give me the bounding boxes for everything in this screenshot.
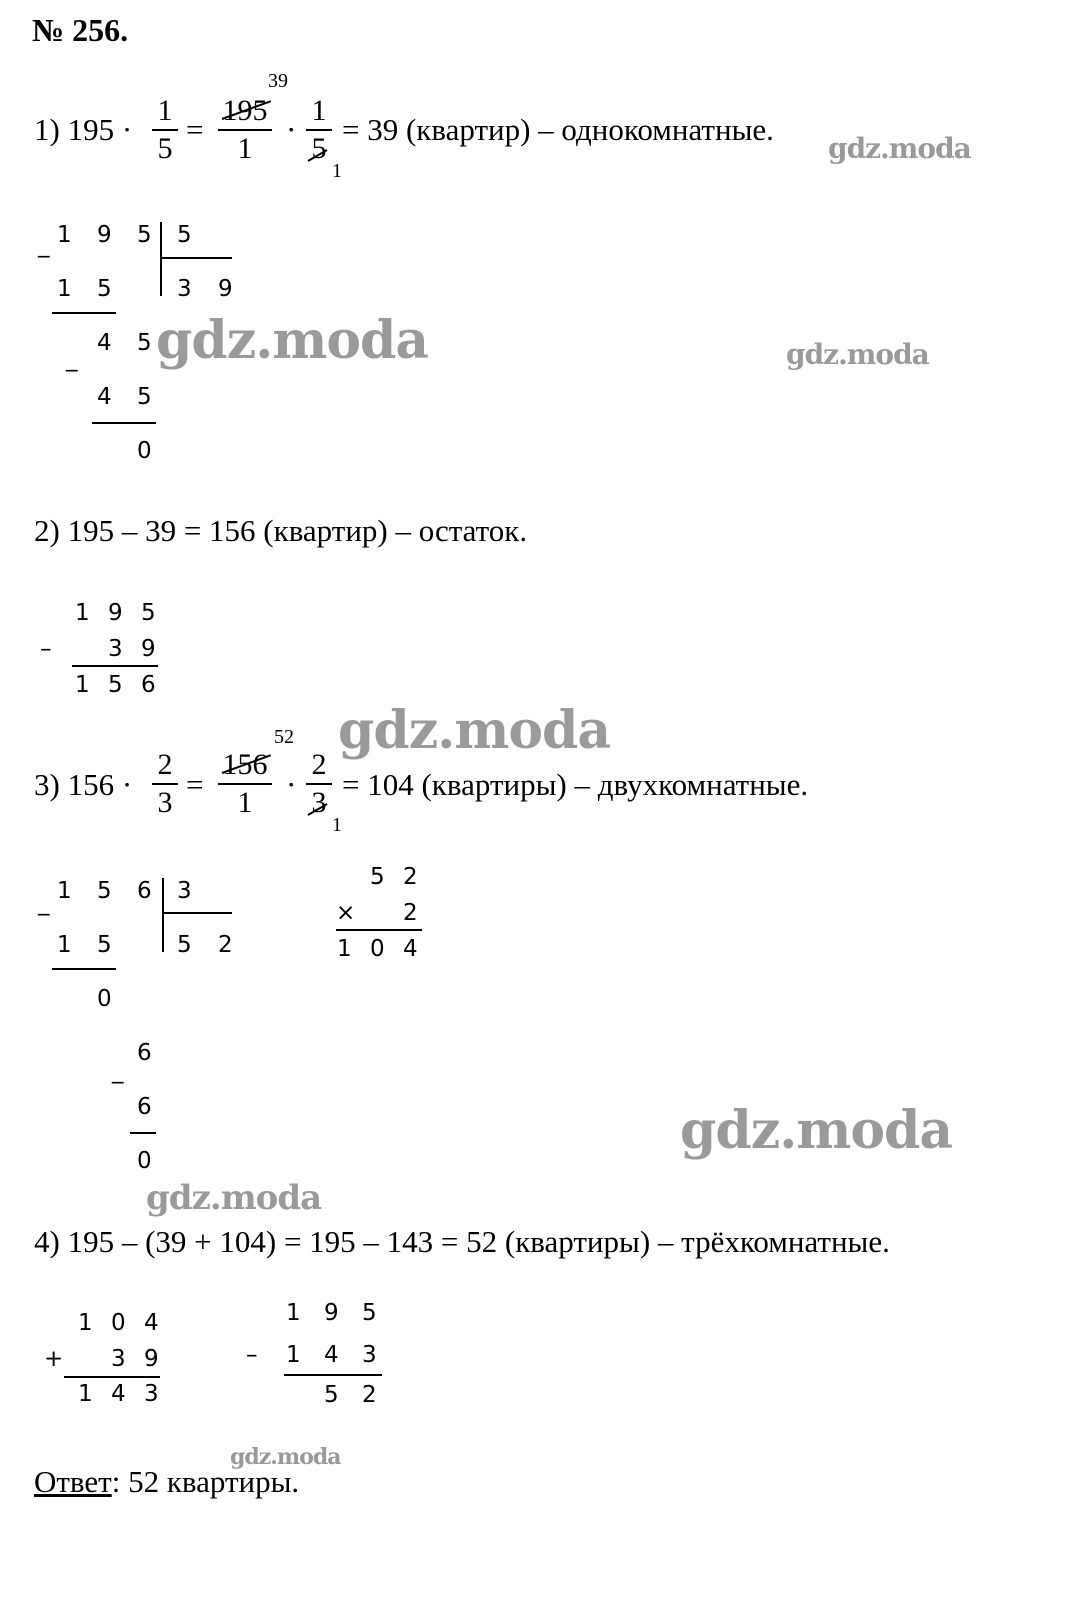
reduced-value: 1	[332, 160, 342, 182]
step1-prefix: 1) 195 ·	[34, 112, 133, 147]
step3-fraction-2: 156 1	[218, 750, 272, 818]
reduced-value: 52	[274, 726, 294, 748]
answer-label: Ответ	[34, 1464, 112, 1499]
step2-text: 2) 195 – 39 = 156 (квартир) – остаток.	[34, 513, 528, 548]
step3-prefix: 3) 156 ·	[34, 767, 133, 802]
step1-fraction-2: 195 1	[218, 96, 272, 164]
step3-fraction-1: 2 3	[152, 750, 178, 818]
watermark: gdz.moda	[680, 1100, 953, 1161]
step3-result: = 104 (квартиры) – двухкомнатные.	[342, 767, 809, 802]
equals-sign: =	[186, 767, 204, 802]
watermark: gdz.moda	[146, 1178, 322, 1218]
step3-fraction-3: 2 3	[306, 750, 332, 818]
answer-text: : 52 квартиры.	[111, 1464, 300, 1499]
watermark: gdz.moda	[230, 1444, 341, 1470]
watermark: gdz.moda	[786, 338, 929, 371]
watermark: gdz.moda	[338, 700, 611, 761]
step1-fraction-1: 1 5	[152, 96, 178, 164]
reduced-value: 39	[268, 70, 288, 92]
equals-sign: =	[186, 112, 204, 147]
step1-result: = 39 (квартир) – однокомнатные.	[342, 112, 774, 147]
step1-fraction-3: 1 5	[306, 96, 332, 164]
step4-text: 4) 195 – (39 + 104) = 195 – 143 = 52 (квартиры) – трёхкомнатные.	[34, 1224, 890, 1259]
problem-number: № 256.	[32, 12, 129, 48]
multiply-dot: ·	[286, 767, 297, 802]
reduced-value: 1	[332, 814, 342, 836]
watermark: gdz.moda	[828, 132, 971, 165]
multiply-dot: ·	[286, 112, 297, 147]
watermark: gdz.moda	[156, 310, 429, 371]
